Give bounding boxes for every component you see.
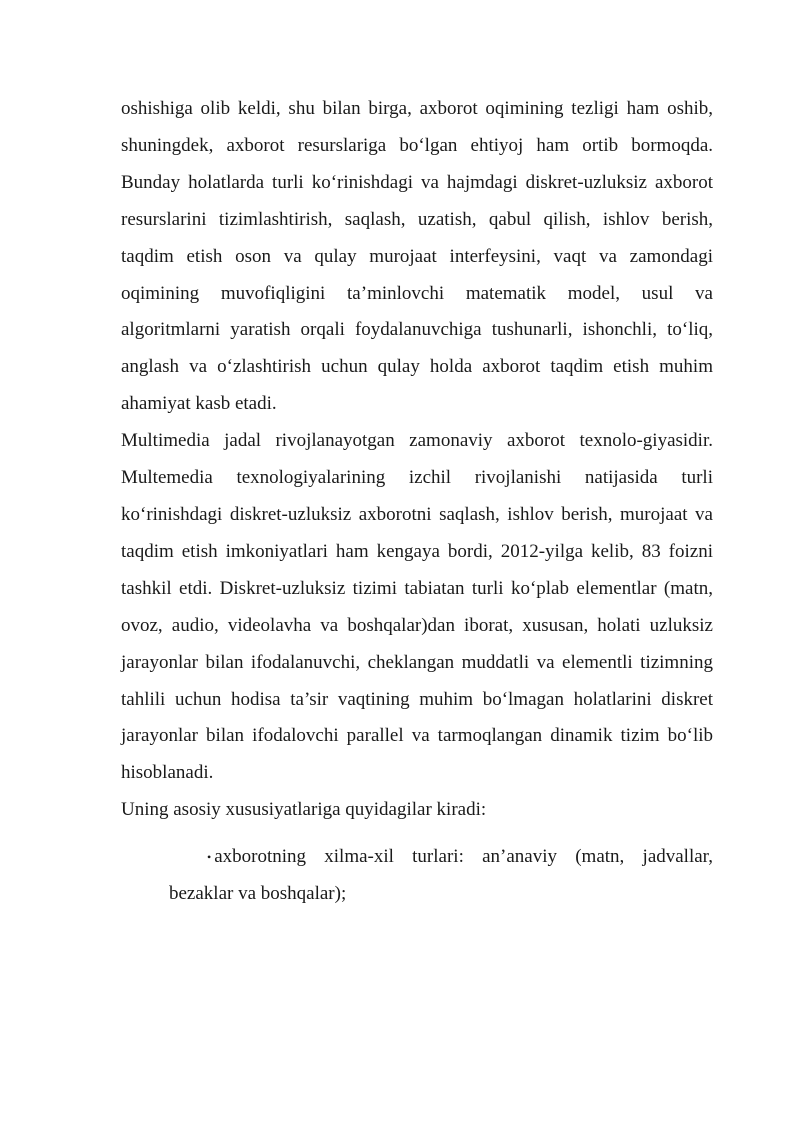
bullet-text-line-2: bezaklar va boshqalar); bbox=[169, 883, 347, 905]
list-item bbox=[121, 839, 713, 913]
bullet-text-line-1: axborotning xilma-xil turlari: an’anaviy (matn, jadvallar, bbox=[214, 846, 713, 868]
document-body bbox=[121, 91, 713, 913]
paragraph-multimedia: Multimedia jadal rivojlanayotgan zamonaviy axborot texnolo-giyasidir. Multemedia texnologiyalarining izchil rivojlanishi natijasida turli ko‘rinishdagi diskret-uzluksiz axborotni saqlash, ishlov berish, murojaat va taqdim etish imkoniyatlari ham kengaya bordi, 2012-yilga kelib, 83 foizni tashkil etdi. Diskret-uzluksiz tizimi tabiatan turli ko‘plab elementlar (matn, ovoz, audio, videolavha va boshqalar)dan iborat, xususan, holati uzluksiz jarayonlar bilan ifodalanuvchi, cheklangan muddatli va elementli tizimning tahlili uchun hodisa ta’sir vaqtining muhim bo‘lmagan holatlarini diskret jarayonlar bilan ifodalovchi parallel va tarmoqlangan dinamik tizim bo‘lib hisoblanadi. bbox=[121, 430, 713, 784]
bullet-icon: • bbox=[207, 850, 212, 865]
paragraph-features-lead: Uning asosiy xususiyatlariga quyidagilar kiradi: bbox=[121, 799, 487, 821]
paragraph-intro: oshishiga olib keldi, shu bilan birga, axborot oqimining tezligi ham oshib, shuningdek, axborot resurslariga bo‘lgan ehtiyoj ham ortib bormoqda. Bunday holatlarda turli ko‘rinishdagi va hajmdagi diskret-uzluksiz axborot resurslarini tizimlashtirish, saqlash, uzatish, qabul qilish, ishlov berish, taqdim etish oson va qulay murojaat interfeysini, vaqt va zamondagi oqimining muvofiqligini ta’minlovchi matematik model, usul va algoritmlarni yaratish orqali foydalanuvchiga tushunarli, ishonchli, to‘liq, anglash va o‘zlashtirish uchun qulay holda axborot taqdim etish muhim ahamiyat kasb etadi. bbox=[121, 98, 713, 415]
bullet-first-line bbox=[169, 839, 713, 876]
